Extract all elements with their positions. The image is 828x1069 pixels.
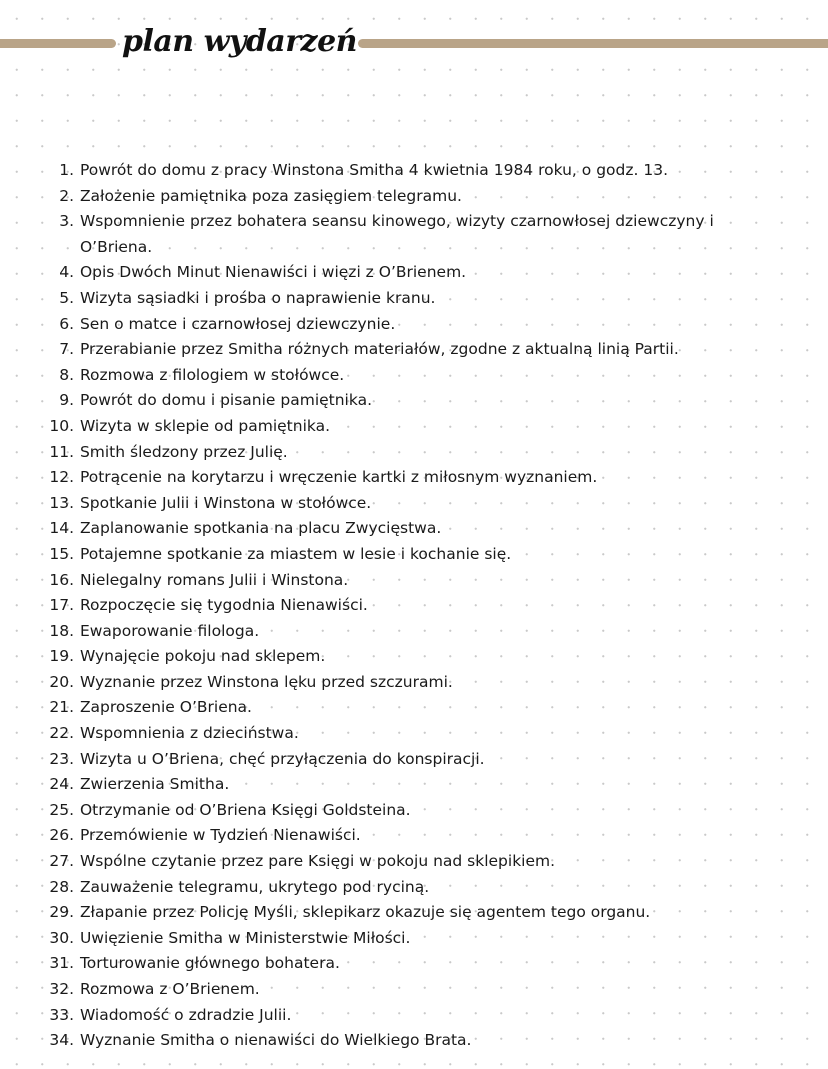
event-text: Zaproszenie O’Briena. [79,698,252,717]
event-text: Opis Dwóch Minut Nienawiści i więzi z O’Brienem. [79,263,467,282]
event-number: 4. [59,263,74,282]
event-text: Wspomnienie przez bohatera seansu kinowego, wizyty czarnowłosej dziewczyny i O’Briena. [79,212,714,256]
event-text: Rozmowa z O’Brienem. [79,980,260,998]
event-item [38,695,808,721]
event-text: Wspomnienia z dzieciństwa. [79,724,299,743]
event-item [38,158,808,184]
event-number: 33. [49,1005,74,1024]
event-item [38,619,808,645]
event-item [38,209,808,260]
event-item [38,926,808,952]
event-item [38,491,808,517]
event-item [38,670,808,696]
event-text: Uwięzienie Smitha w Ministerstwie Miłości. [79,928,411,947]
event-item [38,1028,808,1054]
event-number: 12. [49,468,74,487]
event-item [38,823,808,849]
event-item [38,286,808,312]
event-number: 22. [49,724,74,743]
event-number: 8. [59,365,74,384]
event-text: Zaplanowanie spotkania na placu Zwycięstwa. [79,519,442,538]
event-number: 31. [49,954,74,973]
event-number: 11. [49,442,74,461]
event-number: 19. [49,647,74,666]
event-number: 28. [49,877,74,896]
event-number: 9. [59,391,74,410]
event-number: 25. [49,800,74,819]
event-number: 7. [59,340,74,359]
event-number: 16. [49,570,74,589]
event-text: Zwierzenia Smitha. [79,775,230,794]
event-item [38,593,808,619]
event-item [38,977,808,1003]
event-item [38,388,808,414]
event-item [38,312,808,338]
event-text: Wyznanie przez Winstona lęku przed szczurami. [79,672,453,691]
event-number: 34. [49,1031,74,1050]
event-text: Przerabianie przez Smitha różnych materiałów, zgodne z aktualną linią Partii. [79,340,679,359]
event-text: Wizyta sąsiadki i prośba o naprawienie kranu. [79,288,436,307]
event-item [38,260,808,286]
event-text: Wyznanie Smitha o nienawiści do Wielkiego Brata. [79,1031,472,1050]
event-text: Wiadomość o zdradzie Julii. [79,1005,292,1024]
title-rule-left [0,39,116,48]
event-item [38,184,808,210]
event-item [38,951,808,977]
event-item [38,542,808,568]
event-text: Nielegalny romans Julii i Winstona. [79,570,349,589]
event-item [38,721,808,747]
event-text: Wizyta w sklepie od pamiętnika. [79,416,331,435]
event-number: 29. [49,903,74,922]
event-text: Założenie pamiętnika poza zasięgiem telegramu. [79,186,462,205]
event-text: Wizyta u O’Briena, chęć przyłączenia do konspiracji. [79,749,485,768]
event-text: Potrącenie na korytarzu i wręczenie kartki z miłosnym wyznaniem. [79,468,598,487]
event-item [38,849,808,875]
event-number: 21. [49,698,74,717]
event-text: Smith śledzony przez Julię. [79,442,288,461]
event-text: Wspólne czytanie przez pare Księgi w pokoju nad sklepikiem. [79,852,556,871]
event-number: 23. [49,749,74,768]
event-number: 32. [49,980,74,998]
event-number: 3. [59,212,74,231]
event-number: 26. [49,826,74,845]
event-number: 24. [49,775,74,794]
event-text: Spotkanie Julii i Winstona w stołówce. [79,493,372,512]
event-number: 18. [49,621,74,640]
event-item [38,516,808,542]
event-number: 13. [49,493,74,512]
event-text: Ewaporowanie filologa. [79,621,260,640]
event-text: Sen o matce i czarnowłosej dziewczynie. [79,314,396,333]
event-number: 14. [49,519,74,538]
event-number: 1. [59,161,74,179]
event-text: Rozpoczęcie się tygodnia Nienawiści. [79,596,368,615]
event-text: Powrót do domu z pracy Winstona Smitha 4 kwietnia 1984 roku, o godz. 13. [79,161,668,179]
event-item [38,798,808,824]
event-number: 30. [49,928,74,947]
event-number: 20. [49,672,74,691]
event-text: Otrzymanie od O’Briena Księgi Goldsteina. [79,800,411,819]
event-number: 15. [49,544,74,563]
page-title: plan wydarzeń [122,24,357,59]
event-item [38,1003,808,1029]
event-item [38,568,808,594]
event-item [38,747,808,773]
event-item [38,644,808,670]
event-item [38,875,808,901]
event-number: 2. [59,186,74,205]
event-text: Powrót do domu i pisanie pamiętnika. [79,391,372,410]
event-number: 27. [49,852,74,871]
event-number: 5. [59,288,74,307]
event-text: Złapanie przez Policję Myśli, sklepikarz okazuje się agentem tego organu. [79,903,651,922]
event-number: 10. [49,416,74,435]
event-list [38,158,808,1054]
event-number: 17. [49,596,74,615]
event-item [38,363,808,389]
event-text: Torturowanie głównego bohatera. [79,954,340,973]
event-item [38,337,808,363]
title-bar [0,22,828,66]
event-text: Potajemne spotkanie za miastem w lesie i kochanie się. [79,544,512,563]
event-item [38,900,808,926]
event-item [38,465,808,491]
event-item [38,772,808,798]
event-text: Przemówienie w Tydzień Nienawiści. [79,826,361,845]
event-number: 6. [59,314,74,333]
event-text: Zauważenie telegramu, ukrytego pod ryciną. [79,877,430,896]
event-text: Rozmowa z filologiem w stołówce. [79,365,345,384]
title-rule-right [358,39,828,48]
event-item [38,440,808,466]
event-item [38,414,808,440]
event-text: Wynajęcie pokoju nad sklepem. [79,647,326,666]
